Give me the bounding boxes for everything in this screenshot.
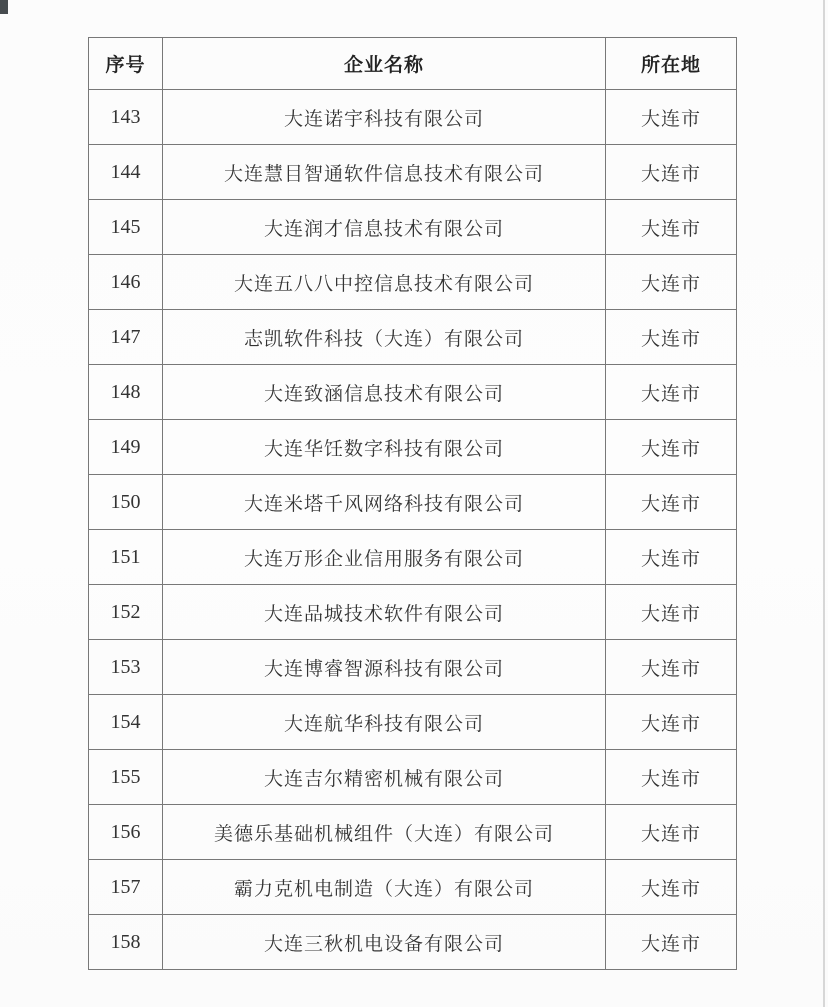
table-body — [89, 90, 737, 970]
table-row — [89, 145, 737, 200]
cell-location: 大连市 — [606, 255, 737, 310]
table-row — [89, 420, 737, 475]
cell-location: 大连市 — [606, 805, 737, 860]
cell-company-name: 大连品城技术软件有限公司 — [163, 585, 606, 640]
cell-index: 150 — [89, 475, 163, 530]
cell-index: 145 — [89, 200, 163, 255]
cell-company-name: 大连米塔千风网络科技有限公司 — [163, 475, 606, 530]
cell-location: 大连市 — [606, 90, 737, 145]
table-row — [89, 915, 737, 970]
table-row — [89, 695, 737, 750]
table-row — [89, 475, 737, 530]
cell-location: 大连市 — [606, 585, 737, 640]
cell-location: 大连市 — [606, 640, 737, 695]
table-row — [89, 310, 737, 365]
cell-company-name: 大连致涵信息技术有限公司 — [163, 365, 606, 420]
cell-company-name: 大连慧目智通软件信息技术有限公司 — [163, 145, 606, 200]
cell-index: 156 — [89, 805, 163, 860]
scan-corner-artifact — [0, 0, 8, 14]
header-row — [89, 38, 737, 90]
cell-location: 大连市 — [606, 915, 737, 970]
cell-index: 144 — [89, 145, 163, 200]
cell-index: 149 — [89, 420, 163, 475]
cell-location: 大连市 — [606, 475, 737, 530]
cell-location: 大连市 — [606, 530, 737, 585]
cell-index: 146 — [89, 255, 163, 310]
cell-company-name: 霸力克机电制造（大连）有限公司 — [163, 860, 606, 915]
cell-location: 大连市 — [606, 420, 737, 475]
table-row — [89, 585, 737, 640]
cell-index: 158 — [89, 915, 163, 970]
cell-index: 154 — [89, 695, 163, 750]
cell-location: 大连市 — [606, 200, 737, 255]
cell-location: 大连市 — [606, 145, 737, 200]
cell-index: 151 — [89, 530, 163, 585]
table-row — [89, 750, 737, 805]
cell-company-name: 大连润才信息技术有限公司 — [163, 200, 606, 255]
col-header-location: 所在地 — [606, 38, 737, 90]
cell-index: 152 — [89, 585, 163, 640]
col-header-index: 序号 — [89, 38, 163, 90]
table-row — [89, 200, 737, 255]
cell-location: 大连市 — [606, 365, 737, 420]
cell-index: 153 — [89, 640, 163, 695]
cell-location: 大连市 — [606, 750, 737, 805]
table-row — [89, 365, 737, 420]
cell-company-name: 大连博睿智源科技有限公司 — [163, 640, 606, 695]
company-table — [88, 37, 737, 970]
table-row — [89, 530, 737, 585]
cell-company-name: 大连诺宇科技有限公司 — [163, 90, 606, 145]
cell-location: 大连市 — [606, 695, 737, 750]
table-row — [89, 805, 737, 860]
cell-company-name: 大连三秋机电设备有限公司 — [163, 915, 606, 970]
col-header-company-name: 企业名称 — [163, 38, 606, 90]
table-row — [89, 860, 737, 915]
cell-index: 147 — [89, 310, 163, 365]
cell-index: 143 — [89, 90, 163, 145]
cell-location: 大连市 — [606, 860, 737, 915]
table-row — [89, 640, 737, 695]
cell-company-name: 美德乐基础机械组件（大连）有限公司 — [163, 805, 606, 860]
cell-company-name: 志凯软件科技（大连）有限公司 — [163, 310, 606, 365]
table-row — [89, 90, 737, 145]
cell-index: 155 — [89, 750, 163, 805]
cell-location: 大连市 — [606, 310, 737, 365]
table-header — [89, 38, 737, 90]
cell-company-name: 大连万形企业信用服务有限公司 — [163, 530, 606, 585]
cell-company-name: 大连华饪数字科技有限公司 — [163, 420, 606, 475]
table-row — [89, 255, 737, 310]
cell-company-name: 大连航华科技有限公司 — [163, 695, 606, 750]
cell-index: 157 — [89, 860, 163, 915]
cell-company-name: 大连五八八中控信息技术有限公司 — [163, 255, 606, 310]
page-edge-line — [823, 0, 825, 1007]
cell-company-name: 大连吉尔精密机械有限公司 — [163, 750, 606, 805]
cell-index: 148 — [89, 365, 163, 420]
